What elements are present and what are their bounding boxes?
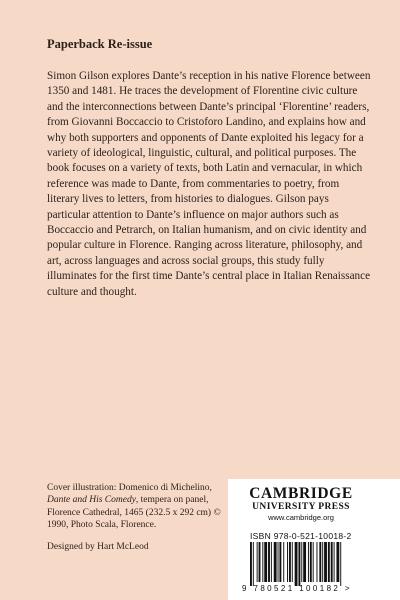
book-description: Simon Gilson explores Dante’s reception in his native Florence between 1350 and 1481. He traces the development of Florentine civic culture and the interconnections between Dante’s principal ‘Florentine’ readers, from Giovanni Boccaccio to Cristoforo Landino, and explains how and why both supporters and opponents of Dante exploited his legacy for a variety of ideological, linguistic, cultural, and political purposes. The book focuses on a variety of texts, both Latin and vernacular, in which reference was made to Dante, from commentaries to poetry, from literary lives to letters, from histories to dialogues. Gilson pays particular attention to Dante’s influence on major authors such as Boccaccio and Petrarch, on Italian humanism, and on civic identity and popular culture in Florence. Ranging across literature, philosophy, and art, across languages and across social groups, this study fully illuminates for the first time Dante’s central place in Italian Renaissance culture and thought.	[47, 70, 371, 298]
barcode-digits: 9 780521 100182 >	[242, 584, 352, 593]
publisher-url: www.cambridge.org	[268, 513, 334, 522]
publisher-name: CAMBRIDGE	[249, 485, 353, 502]
cover-credit-prefix: Cover illustration: Domenico di Michelino,	[47, 483, 212, 493]
designer-credit: Designed by Hart McLeod	[47, 542, 149, 552]
cover-credit	[47, 482, 237, 532]
isbn-label: ISBN 978-0-521-10018-2	[250, 531, 352, 541]
publisher-subtitle: UNIVERSITY PRESS	[252, 502, 350, 512]
section-heading: Paperback Re-issue	[47, 37, 153, 51]
cover-credit-work-title: Dante and His Comedy	[47, 495, 136, 506]
barcode-icon	[250, 542, 370, 586]
cover-credit-suffix: , tempera on panel, Florence Cathedral, 1465 (232.5 x 292 cm) © 1990, Photo Scala, Florence.	[47, 495, 221, 531]
publisher-panel	[228, 479, 400, 600]
